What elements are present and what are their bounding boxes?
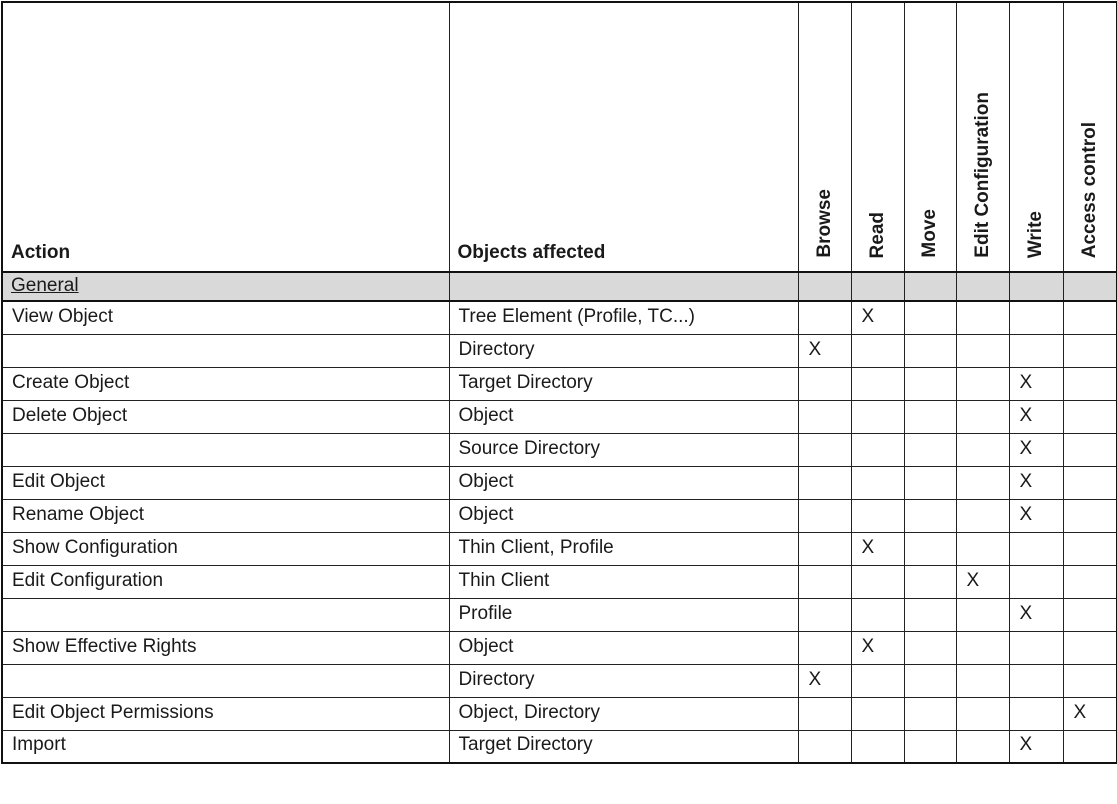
- permission-header-write: [1009, 2, 1063, 272]
- mark-cell-edit-configuration: [956, 334, 1009, 367]
- mark-cell-move: [904, 565, 956, 598]
- mark-cell-browse: [798, 598, 851, 631]
- mark-cell-read: [851, 433, 904, 466]
- action-cell: Create Object: [2, 367, 449, 400]
- mark-cell-access-control: [1063, 499, 1117, 532]
- objects-cell: Object: [449, 499, 798, 532]
- section-empty-cell: [956, 272, 1009, 301]
- mark-cell-edit-configuration: [956, 400, 1009, 433]
- mark-cell-edit-configuration: X: [956, 565, 1009, 598]
- table-row: [2, 730, 1117, 763]
- table-row: [2, 400, 1117, 433]
- objects-cell: Target Directory: [449, 367, 798, 400]
- mark-cell-read: [851, 697, 904, 730]
- mark-cell-move: [904, 631, 956, 664]
- mark-cell-edit-configuration: [956, 697, 1009, 730]
- mark-cell-read: [851, 367, 904, 400]
- mark-cell-edit-configuration: [956, 499, 1009, 532]
- objects-cell: Thin Client, Profile: [449, 532, 798, 565]
- table-row: [2, 433, 1117, 466]
- objects-cell: Object, Directory: [449, 697, 798, 730]
- mark-cell-write: X: [1009, 730, 1063, 763]
- mark-cell-read: [851, 400, 904, 433]
- action-cell: Rename Object: [2, 499, 449, 532]
- mark-cell-move: [904, 664, 956, 697]
- mark-cell-write: [1009, 697, 1063, 730]
- table-header-row: [2, 2, 1117, 272]
- mark-cell-browse: [798, 499, 851, 532]
- action-cell: Import: [2, 730, 449, 763]
- mark-cell-access-control: [1063, 301, 1117, 334]
- table-row: [2, 697, 1117, 730]
- mark-cell-browse: X: [798, 334, 851, 367]
- action-cell: [2, 433, 449, 466]
- section-label: General: [2, 272, 449, 301]
- mark-cell-move: [904, 532, 956, 565]
- mark-cell-browse: [798, 400, 851, 433]
- mark-cell-access-control: [1063, 565, 1117, 598]
- mark-cell-move: [904, 499, 956, 532]
- mark-cell-write: [1009, 664, 1063, 697]
- mark-cell-edit-configuration: [956, 367, 1009, 400]
- objects-cell: Directory: [449, 334, 798, 367]
- mark-cell-access-control: [1063, 730, 1117, 763]
- section-empty-cell: [449, 272, 798, 301]
- section-empty-cell: [904, 272, 956, 301]
- mark-cell-read: X: [851, 532, 904, 565]
- mark-cell-access-control: [1063, 664, 1117, 697]
- mark-cell-read: [851, 466, 904, 499]
- objects-cell: Source Directory: [449, 433, 798, 466]
- permission-header-browse-label: Browse: [813, 189, 835, 258]
- table-row: [2, 532, 1117, 565]
- mark-cell-access-control: [1063, 334, 1117, 367]
- mark-cell-move: [904, 730, 956, 763]
- objects-cell: Tree Element (Profile, TC...): [449, 301, 798, 334]
- action-cell: Show Configuration: [2, 532, 449, 565]
- mark-cell-access-control: [1063, 532, 1117, 565]
- mark-cell-move: [904, 598, 956, 631]
- mark-cell-read: X: [851, 301, 904, 334]
- permission-header-edit-configuration: [956, 2, 1009, 272]
- action-cell: View Object: [2, 301, 449, 334]
- action-cell: Delete Object: [2, 400, 449, 433]
- action-cell: Edit Configuration: [2, 565, 449, 598]
- mark-cell-browse: [798, 301, 851, 334]
- action-cell: Show Effective Rights: [2, 631, 449, 664]
- objects-cell: Thin Client: [449, 565, 798, 598]
- section-empty-cell: [1009, 272, 1063, 301]
- mark-cell-read: [851, 499, 904, 532]
- objects-cell: Object: [449, 466, 798, 499]
- mark-cell-access-control: [1063, 631, 1117, 664]
- permission-header-access-control-label: Access control: [1078, 121, 1100, 258]
- mark-cell-browse: [798, 631, 851, 664]
- mark-cell-browse: [798, 565, 851, 598]
- mark-cell-access-control: [1063, 400, 1117, 433]
- mark-cell-move: [904, 433, 956, 466]
- action-cell: Edit Object Permissions: [2, 697, 449, 730]
- mark-cell-browse: [798, 697, 851, 730]
- mark-cell-access-control: X: [1063, 697, 1117, 730]
- table-row: [2, 565, 1117, 598]
- mark-cell-edit-configuration: [956, 730, 1009, 763]
- permission-header-move-label: Move: [919, 209, 941, 258]
- permission-header-move: [904, 2, 956, 272]
- action-cell: [2, 664, 449, 697]
- mark-cell-write: X: [1009, 433, 1063, 466]
- mark-cell-edit-configuration: [956, 664, 1009, 697]
- objects-cell: Profile: [449, 598, 798, 631]
- mark-cell-browse: X: [798, 664, 851, 697]
- mark-cell-write: [1009, 301, 1063, 334]
- mark-cell-access-control: [1063, 433, 1117, 466]
- permission-header-read-label: Read: [866, 211, 888, 258]
- table-row: [2, 334, 1117, 367]
- mark-cell-edit-configuration: [956, 466, 1009, 499]
- mark-cell-read: X: [851, 631, 904, 664]
- mark-cell-move: [904, 466, 956, 499]
- table-row: [2, 631, 1117, 664]
- objects-cell: Directory: [449, 664, 798, 697]
- section-empty-cell: [851, 272, 904, 301]
- table-row: [2, 499, 1117, 532]
- mark-cell-write: X: [1009, 367, 1063, 400]
- mark-cell-access-control: [1063, 367, 1117, 400]
- mark-cell-access-control: [1063, 598, 1117, 631]
- action-column-header: Action: [2, 2, 449, 272]
- mark-cell-write: X: [1009, 598, 1063, 631]
- section-empty-cell: [1063, 272, 1117, 301]
- permission-header-write-label: Write: [1025, 210, 1047, 258]
- mark-cell-move: [904, 334, 956, 367]
- mark-cell-move: [904, 697, 956, 730]
- section-empty-cell: [798, 272, 851, 301]
- mark-cell-read: [851, 334, 904, 367]
- permissions-table: [1, 1, 1117, 764]
- mark-cell-write: X: [1009, 466, 1063, 499]
- mark-cell-access-control: [1063, 466, 1117, 499]
- table-row: [2, 367, 1117, 400]
- mark-cell-edit-configuration: [956, 532, 1009, 565]
- table-row: [2, 664, 1117, 697]
- table-row: [2, 301, 1117, 334]
- mark-cell-move: [904, 400, 956, 433]
- action-cell: Edit Object: [2, 466, 449, 499]
- mark-cell-write: [1009, 334, 1063, 367]
- mark-cell-read: [851, 598, 904, 631]
- mark-cell-move: [904, 367, 956, 400]
- mark-cell-edit-configuration: [956, 433, 1009, 466]
- table-row: [2, 466, 1117, 499]
- mark-cell-move: [904, 301, 956, 334]
- action-cell: [2, 598, 449, 631]
- objects-cell: Object: [449, 631, 798, 664]
- mark-cell-browse: [798, 532, 851, 565]
- table-row: [2, 598, 1117, 631]
- objects-column-header: Objects affected: [449, 2, 798, 272]
- mark-cell-browse: [798, 466, 851, 499]
- mark-cell-write: X: [1009, 400, 1063, 433]
- mark-cell-write: [1009, 631, 1063, 664]
- mark-cell-browse: [798, 433, 851, 466]
- mark-cell-write: X: [1009, 499, 1063, 532]
- action-cell: [2, 334, 449, 367]
- mark-cell-write: [1009, 532, 1063, 565]
- mark-cell-browse: [798, 730, 851, 763]
- mark-cell-read: [851, 565, 904, 598]
- objects-cell: Object: [449, 400, 798, 433]
- section-row-general: [2, 272, 1117, 301]
- mark-cell-edit-configuration: [956, 631, 1009, 664]
- objects-cell: Target Directory: [449, 730, 798, 763]
- permission-header-browse: [798, 2, 851, 272]
- mark-cell-edit-configuration: [956, 301, 1009, 334]
- permission-header-access-control: [1063, 2, 1117, 272]
- mark-cell-read: [851, 664, 904, 697]
- mark-cell-read: [851, 730, 904, 763]
- mark-cell-edit-configuration: [956, 598, 1009, 631]
- mark-cell-browse: [798, 367, 851, 400]
- permission-header-edit-configuration-label: Edit Configuration: [971, 92, 993, 258]
- mark-cell-write: [1009, 565, 1063, 598]
- permission-header-read: [851, 2, 904, 272]
